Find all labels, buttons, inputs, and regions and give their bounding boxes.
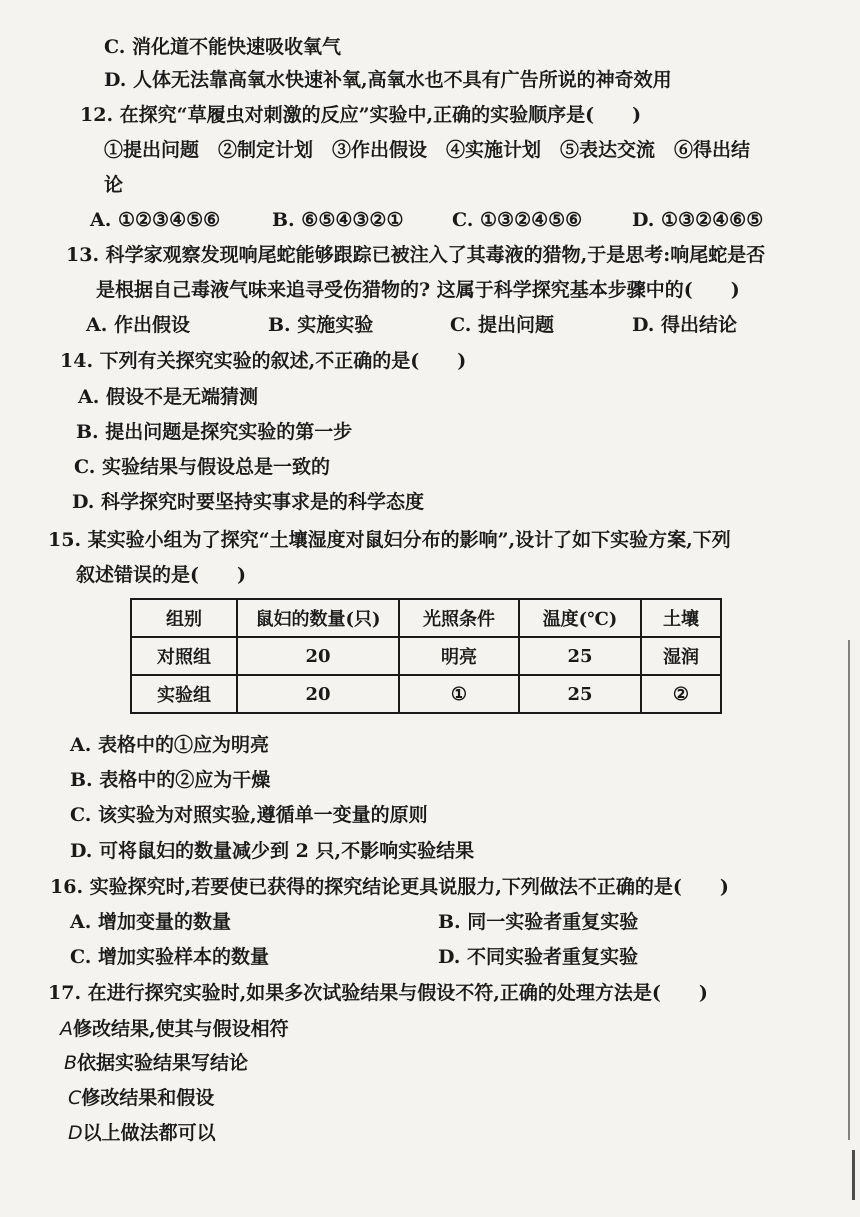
q15-stem-line2: 叙述错误的是( ) [76, 564, 246, 586]
q16-option-b[interactable]: B. 同一实验者重复实验 [438, 911, 639, 933]
q12-option-c[interactable]: C. ①③②④⑤⑥ [452, 209, 583, 231]
q14-option-c[interactable]: C. 实验结果与假设总是一致的 [74, 456, 331, 478]
q17-option-a[interactable]: A修改结果,使其与假设相符 [60, 1018, 289, 1040]
cell-light: ① [399, 675, 519, 713]
q12-option-a[interactable]: A. ①②③④⑤⑥ [90, 209, 221, 231]
scan-edge-line [848, 640, 850, 1140]
q15-stem-line1: 15. 某实验小组为了探究“土壤湿度对鼠妇分布的影响”,设计了如下实验方案,下列 [48, 529, 731, 551]
header-soil: 土壤 [641, 599, 721, 637]
q14-stem: 14. 下列有关探究实验的叙述,不正确的是( ) [60, 350, 467, 372]
experiment-table [130, 598, 722, 714]
header-light: 光照条件 [399, 599, 519, 637]
cell-soil: ② [641, 675, 721, 713]
q16-option-a[interactable]: A. 增加变量的数量 [70, 911, 231, 933]
cell-group: 实验组 [131, 675, 237, 713]
handwritten-letter: A [60, 1018, 73, 1040]
cell-count: 20 [237, 637, 399, 675]
q16-stem: 16. 实验探究时,若要使已获得的探究结论更具说服力,下列做法不正确的是( ) [50, 876, 729, 898]
cell-temperature: 25 [519, 675, 641, 713]
q17-option-d[interactable]: D以上做法都可以 [68, 1122, 216, 1144]
q13-option-c[interactable]: C. 提出问题 [450, 314, 555, 336]
cell-count: 20 [237, 675, 399, 713]
header-group: 组别 [131, 599, 237, 637]
q17-option-c[interactable]: C修改结果和假设 [68, 1087, 215, 1109]
q15-option-b[interactable]: B. 表格中的②应为干燥 [70, 769, 271, 791]
q12-option-b[interactable]: B. ⑥⑤④③②① [272, 209, 404, 231]
q15-option-c[interactable]: C. 该实验为对照实验,遵循单一变量的原则 [70, 804, 428, 826]
q17-option-b[interactable]: B依据实验结果写结论 [64, 1052, 249, 1074]
q13-option-b[interactable]: B. 实施实验 [268, 314, 374, 336]
q16-option-c[interactable]: C. 增加实验样本的数量 [70, 946, 270, 968]
q13-stem-line1: 13. 科学家观察发现响尾蛇能够跟踪已被注入了其毒液的猎物,于是思考:响尾蛇是否 [66, 244, 766, 266]
handwritten-letter: C [68, 1087, 82, 1109]
q17-stem: 17. 在进行探究实验时,如果多次试验结果与假设不符,正确的处理方法是( ) [48, 982, 708, 1004]
scan-edge-mark [852, 1150, 855, 1200]
q14-option-a[interactable]: A. 假设不是无端猜测 [78, 386, 258, 408]
q14-option-b[interactable]: B. 提出问题是探究实验的第一步 [76, 421, 353, 443]
handwritten-letter: B [64, 1052, 78, 1074]
handwritten-letter: D [68, 1122, 83, 1144]
cell-soil: 湿润 [641, 637, 721, 675]
q11-option-d: D. 人体无法靠高氧水快速补氧,高氧水也不具有广告所说的神奇效用 [104, 69, 672, 91]
q12-stem: 12. 在探究“草履虫对刺激的反应”实验中,正确的实验顺序是( ) [80, 104, 642, 126]
q14-option-d[interactable]: D. 科学探究时要坚持实事求是的科学态度 [72, 491, 425, 513]
q12-option-d[interactable]: D. ①③②④⑥⑤ [632, 209, 764, 231]
q15-option-a[interactable]: A. 表格中的①应为明亮 [70, 734, 269, 756]
table-row [131, 675, 721, 713]
q13-stem-line2: 是根据自己毒液气味来追寻受伤猎物的? 这属于科学探究基本步骤中的( ) [96, 279, 740, 301]
q15-option-d[interactable]: D. 可将鼠妇的数量减少到 2 只,不影响实验结果 [70, 840, 475, 862]
cell-group: 对照组 [131, 637, 237, 675]
q12-steps-cont: 论 [104, 174, 124, 196]
cell-temperature: 25 [519, 637, 641, 675]
cell-light: 明亮 [399, 637, 519, 675]
q13-option-d[interactable]: D. 得出结论 [632, 314, 738, 336]
q11-option-c: C. 消化道不能快速吸收氧气 [104, 36, 342, 58]
header-temperature: 温度(℃) [519, 599, 641, 637]
header-count: 鼠妇的数量(只) [237, 599, 399, 637]
table-header-row [131, 599, 721, 637]
q16-option-d[interactable]: D. 不同实验者重复实验 [438, 946, 639, 968]
table-row [131, 637, 721, 675]
q12-steps: ①提出问题 ②制定计划 ③作出假设 ④实施计划 ⑤表达交流 ⑥得出结 [104, 139, 751, 161]
q13-option-a[interactable]: A. 作出假设 [86, 314, 190, 336]
